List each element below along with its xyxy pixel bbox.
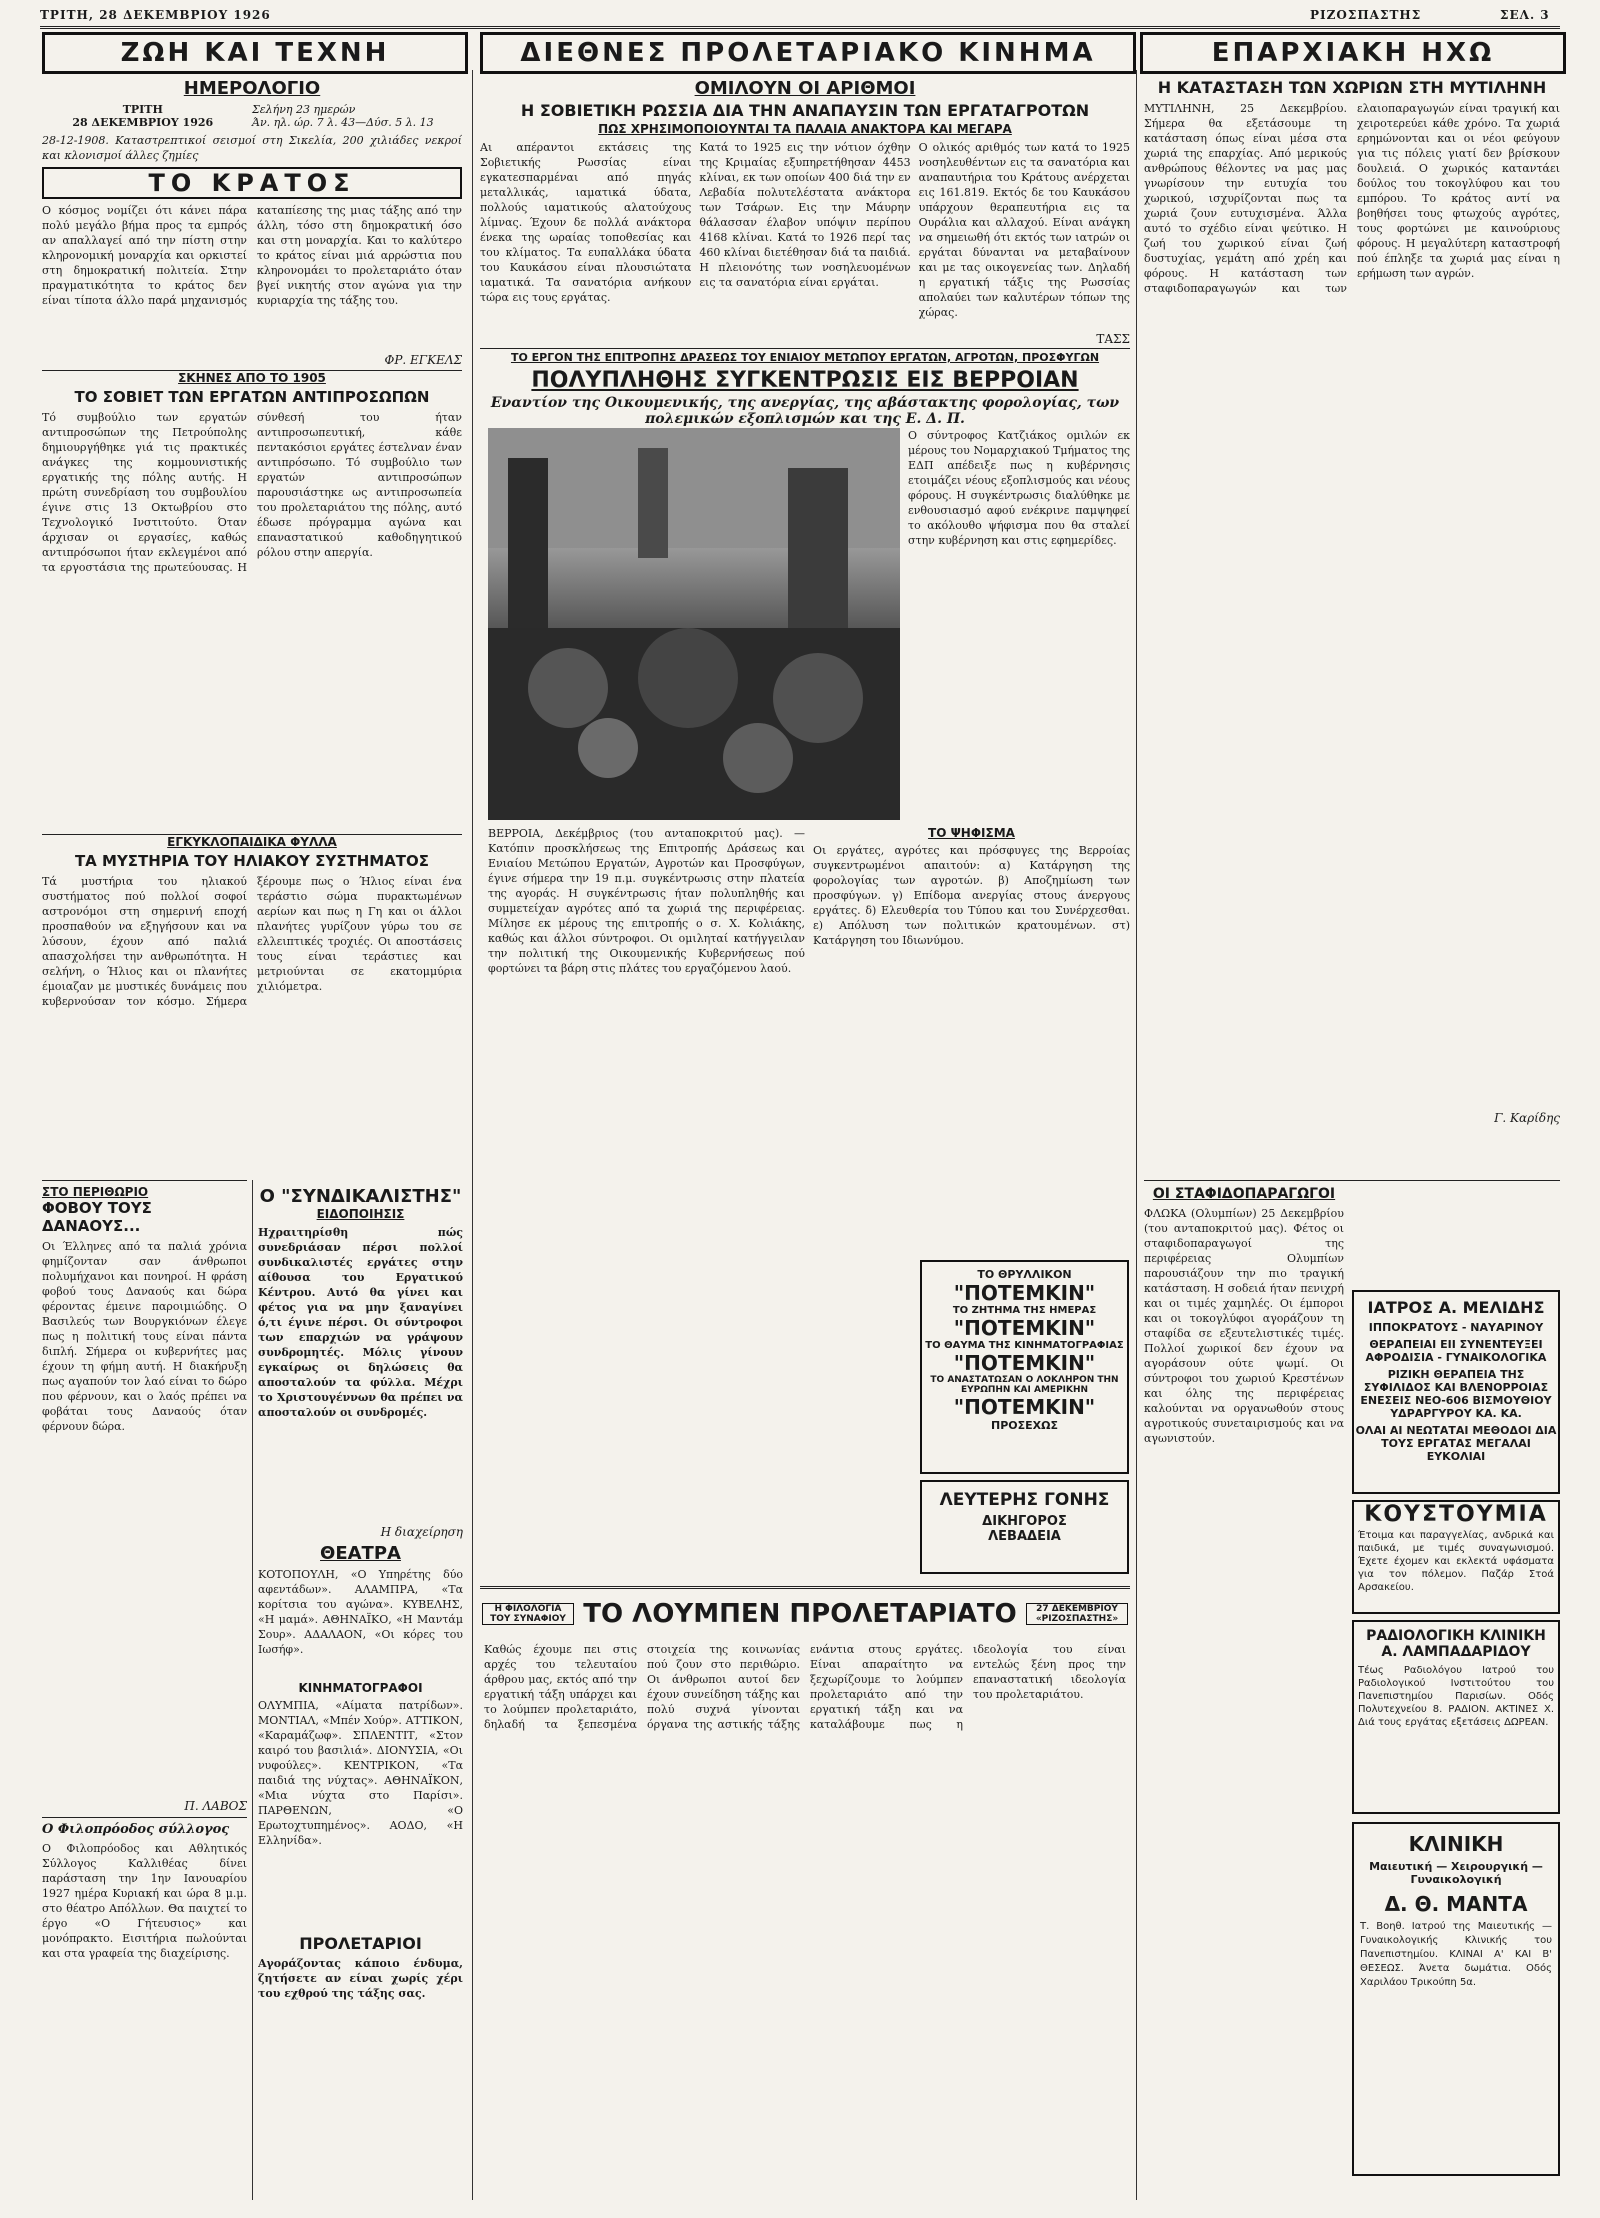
villages-article: ΜΥΤΙΛΗΝΗ, 25 Δεκεμβρίου. Σήμερα θα εξετάσουμε τη κατάσταση όπως είναι μέσα στα χωριά της επαρχίας. Από μερικούς ανθρώπους θέλοντες να μας μας γνωρίσουν την ευτυχία του χωρικού, ισχυρίζονται πως τα χωριά ζουν ευτυχισμένα. Άλλα αυτό το σχέδιο είναι ψεύτικο. Η ζωή του χωρικού είναι ζωή δυστυχίας, γεμάτη από χρέη και φόρους. Η κατάσταση των σταφιδοπαραγωγών και των ελαιοπαραγωγών είναι τραγική και χειροτερεύει κάθε χρόνο. Τα χωριά ερημώνονται και οι νέοι φεύγουν για τις πόλεις γιατί δεν βρίσκουν δουλειά. Ο χωρικός καταντάει δούλος του τοκογλύφου και του εμπόρου. Το κράτος αντί να βοηθήσει τους φτωχούς αγρότες, τους φορτώνει με καινούριους φόρους. Η μεγαλύτερη καταστροφή πού έπληξε τα χωριά μας είναι η ερήμωση των αγρών. bbox=[1144, 102, 1560, 295]
russia-title: Η ΣΟΒΙΕΤΙΚΗ ΡΩΣΣΙΑ ΔΙΑ ΤΗΝ ΑΝΑΠΑΥΣΙΝ ΤΩΝ ΕΡΓΑΤΑΓΡΟΤΩΝ bbox=[520, 101, 1090, 120]
cinemas-title: ΚΙΝΗΜΑΤΟΓΡΑΦΟΙ bbox=[298, 1681, 423, 1695]
raisin-title: ΟΙ ΣΤΑΦΙΔΟΠΑΡΑΓΩΓΟΙ bbox=[1152, 1186, 1336, 1202]
villages-title: Η ΚΑΤΑΣΤΑΣΗ ΤΩΝ ΧΩΡΙΩΝ ΣΤΗ ΜΥΤΙΛΗΝΗ bbox=[1157, 78, 1547, 97]
verria-text-2: Ο σύντροφος Κατζιάκος ομιλών εκ μέρους του Νομαρχιακού Τμήματος της ΕΔΠ απέδειξε πως η κυβέρνησις ετοιμάζει νέους εξοπλισμούς και νέους φόρους. Η συγκέντρωσις διαλύθηκε με ενθουσιασμό αφού ενέκρινε παμψηφεί το ακόλουθο ψήφισμα που θα σταλεί στην κυβέρνηση και στις εφημερίδες. bbox=[908, 429, 1130, 547]
vote-title: ΤΟ ΨΗΦΙΣΜΑ bbox=[928, 826, 1015, 840]
clinic-title: ΚΛΙΝΙΚΗ bbox=[1408, 1832, 1504, 1856]
scenes-label: ΣΚΗΝΕΣ ΑΠΟ ΤΟ 1905 bbox=[178, 371, 326, 385]
encyclo-label: ΕΓΚΥΚΛΟΠΑΙΔΙΚΑ ΦΥΛΛΑ bbox=[167, 835, 337, 849]
russia-signature: ΤΑΣΣ bbox=[1096, 332, 1130, 346]
calendar-sun: Άν. ηλ. ώρ. 7 λ. 43—Δύσ. 5 λ. 13 bbox=[252, 116, 434, 129]
state-signature: ΦΡ. ΕΓΚΕΛΣ bbox=[384, 353, 462, 367]
suits-text: Έτοιμα και παραγγελίας, ανδρικά και παιδικά, με τιμές συναγωνισμού. Έχετε έχομεν και εκλεκτά υφάσματα για τον πόλεμον. Παζάρ Στοά Αρσακείου. bbox=[1358, 1530, 1554, 1593]
page-number: ΣΕΛ. 3 bbox=[1500, 8, 1550, 22]
calendar-day: ΤΡΙΤΗ bbox=[122, 103, 163, 116]
russia-text-3: Ο ολικός αριθμός των κατά το 1925 νοσηλευθέντων εις τα σανατόρια και αναπαυτήρια του Κράτους ανέρχεται εις 161.819. Εκτός δε του Καυκάσου υπάρχουν θεραπευτήρια εις τα Ουράλια και αλλαχού. Είναι ανάγκη να σημειωθή ότι εκτός των ιατρών οι εργάται δύνανται να μεταβαίνουν και με τας οικογενείας των. Δηλαδή η εργατική τάξις της Ρωσσίας απολαύει των καλυτέρων τόπων της χώρας. bbox=[918, 141, 1130, 319]
lumpen-article: Καθώς έχουμε πει στις αρχές του τελευταίου άρθρου μας, εκτός από την εργατική τάξη υπάρχει και το λούμπεν προλεταριάτο, δηλαδή τα ξεπεσμένα στοιχεία της κοινωνίας πού ζουν στο περιθώριο. Οι άνθρωποι αυτοί δεν έχουν συνείδηση τάξης και πολύ συχνά γίνονται όργανα της αστικής τάξης ενάντια στους εργάτες. Είναι απαραίτητο να ξεχωρίζουμε το λούμπεν προλεταριάτο από την εργατική τάξη και να καταλάβουμε πως η ιδεολογία του είναι εντελώς ξένη προς την επαναστατική ιδεολογία του προλεταριάτου. bbox=[484, 1643, 1126, 1731]
syndicalist-title: Ο "ΣΥΝΔΙΚΑΛΙΣΤΗΣ" bbox=[259, 1186, 462, 1207]
russia-text-2: Κατά το 1925 εις την νότιον όχθην της Κριμαίας εξυπηρετήθησαν 4453 κλίναι, εκ των οποίων 400 διά την εν Λεβαδία πολυτελέστατα ανάκτορα των Τσάρων. Εις την Μάυρην θάλασσαν έλαβον υπόψιν περίπου 4168 κλίναι. Κατά το 1926 περί τας 460 κλίναι διετέθησαν διά τα παιδιά. Η πλειονότης των νοσηλευομένων εις τα σανατόρια είναι εργάται. bbox=[699, 141, 911, 289]
theatres-list: ΚΟΤΟΠΟΥΛΗ, «Ο Υπηρέτης δύο αφεντάδων». ΑΛΑΜΠΡΑ, «Τα κορίτσια του αγώνα». ΚΥΒΕΛΗΣ, «Η μαμά». ΑΘΗΝΑΪΚΟ, «Η Μαντάμ Σουρ». ΑΔΑΛΑΟΝ, «Οι κόρες του Ιωσήφ». bbox=[258, 1568, 463, 1656]
soviet-title: ΤΟ ΣΟΒΙΕΤ ΤΩΝ ΕΡΓΑΤΩΝ ΑΝΤΙΠΡΟΣΩΠΩΝ bbox=[74, 388, 430, 406]
state-title: ΤΟ ΚΡΑΤΟΣ bbox=[148, 169, 356, 197]
potemkin-line-5: ΤΟ ΘΑΥΜΑ ΤΗΣ ΚΙΝΗΜΑΤΟΓΡΑΦΙΑΣ bbox=[925, 1340, 1124, 1351]
philo-title: Ο Φιλοπρόοδος σύλλογος bbox=[42, 1822, 230, 1837]
calendar-event: 28-12-1908. Καταστρεπτικοί σεισμοί στη Σικελία, 200 χιλιάδες νεκροί και κλονισμοί άλλες ζημίες bbox=[42, 134, 462, 162]
potemkin-line-2: "ΠΟΤΕΜΚΙΝ" bbox=[953, 1281, 1096, 1305]
margin-column bbox=[42, 1180, 247, 2201]
philo-article: Ο Φιλοπρόοδος και Αθλητικός Σύλλογος Καλλιθέας δίνει παράσταση την 1ην Ιανουαρίου 1927 ημέρα Κυριακή και ώρα 8 μ.μ. στο θέατρο Απόλλων. Θα παιχτεί το έργο «Ο Γήτευσιος» και μονόπρακτο. Εισιτήρια πωλούνται και στα γραφεία της διαχείρισης. bbox=[42, 1842, 247, 1960]
melidis-name: ΙΑΤΡΟΣ Α. ΜΕΛΙΔΗΣ bbox=[1367, 1298, 1545, 1317]
solar-title: ΤΑ ΜΥΣΤΗΡΙΑ ΤΟΥ ΗΛΙΑΚΟΥ ΣΥΣΤΗΜΑΤΟΣ bbox=[74, 852, 430, 870]
suits-ad bbox=[1352, 1500, 1560, 1614]
melidis-services: ΘΕΡΑΠΕΙΑΙ ΕΙΙ ΣΥΝΕΝΤΕΥΞΕΙ ΑΦΡΟΔΙΣΙΑ - ΓΥΝΑΙΚΟΛΟΓΙΚΑ bbox=[1365, 1338, 1547, 1364]
lawyer-name: ΛΕΥΤΕΡΗΣ ΓΟΝΗΣ bbox=[939, 1490, 1110, 1510]
doctor-melidis-ad bbox=[1352, 1290, 1560, 1494]
notices-column bbox=[258, 1180, 463, 2200]
potemkin-line-4: "ΠΟΤΕΜΚΙΝ" bbox=[953, 1316, 1096, 1340]
clinic-text: Τ. Βοηθ. Ιατρού της Μαιευτικής — Γυναικολογικής Κλινικής του Πανεπιστημίου. ΚΛΙΝΑΙ Α' ΚΑΙ Β' ΘΕΣΕΩΣ. Άνετα δωμάτια. Οδός Χαριλάου Τρικούπη 5α. bbox=[1360, 1921, 1552, 1988]
lumpen-title: ΤΟ ΛΟΥΜΠΕΝ ΠΡΟΛΕΤΑΡΙΑΤΟ bbox=[583, 1599, 1017, 1629]
danaos-signature: Π. ΛΑΒΟΣ bbox=[184, 1799, 247, 1813]
soviet-article: Τό συμβούλιο των εργατών αντιπροσώπων της Πετρούπολης δημιουργήθηκε γιά τις πρακτικές ανάγκες της κομμουνιστικής εργατικής της πόλης αυτής. Η πρώτη συνεδρίαση του συμβουλίου έγινε στις 13 Οκτωβρίου στο Τεχνολογικό Ινστιτούτο. Όταν άρχισαν οι εργασίες, καθώς αντιπρόσωποι ήταν εκλεγμένοι από τα εργοστάσια της πρωτεύουσας. Η σύνθεσή του ήταν αντιπροσωπευτική, κάθε πεντακόσιοι εργάτες έστελναν έναν αντιπρόσωπο. Τό συμβούλιο των εργατών αντιπροσώπων παρουσιάστηκε ως αντιπροσωπεία του προλεταριάτου της πόλης, αυτό έδωσε πρόγραμμα αγώνα και επαναστατικού καθοδηγητικού ρόλου στην απεργία. bbox=[42, 411, 462, 574]
verria-subtitle: Εναντίον της Οικουμενικής, της ανεργίας, της αβάστακτης φορολογίας, των πολεμικών εξοπλισμών και της Ε. Δ. Π. bbox=[490, 395, 1120, 427]
lawyer-ad bbox=[920, 1480, 1129, 1574]
melidis-address: ΙΠΠΟΚΡΑΤΟΥΣ - ΝΑΥΑΡΙΝΟΥ bbox=[1368, 1321, 1544, 1334]
lumpen-date: 27 ΔΕΚΕΜΒΡΙΟΥ «ΡΙΖΟΣΠΑΣΤΗΣ» bbox=[1026, 1603, 1128, 1625]
verria-title: ΠΟΛΥΠΛΗΘΗΣ ΣΥΓΚΕΝΤΡΩΣΙΣ ΕΙΣ ΒΕΡΡΟΙΑΝ bbox=[531, 368, 1079, 393]
committee-label: ΤΟ ΕΡΓΟΝ ΤΗΣ ΕΠΙΤΡΟΠΗΣ ΔΡΑΣΕΩΣ ΤΟΥ ΕΝΙΑΙΟΥ ΜΕΤΩΠΟΥ ΕΡΓΑΤΩΝ, ΑΓΡΟΤΩΝ, ΠΡΟΣΦΥΓΩΝ bbox=[510, 351, 1100, 364]
calendar-date: 28 ΔΕΚΕΜΒΡΙΟΥ 1926 bbox=[72, 116, 214, 129]
verria-text-1: ΒΕΡΡΟΙΑ, Δεκέμβριος (του ανταποκριτού μας). — Κατόπιν προσκλήσεως της Επιτροπής Δράσεως και Ενιαίου Μετώπου Εργατών, Αγροτών και Προσφύγων, έγινε σήμερα την 19 π.μ. συγκέντρωσις στην πλατεία της αγοράς. Η συγκέντρωσις ήταν πολυπληθής και συμμετείχαν αγρότες από τα χωριά της περιφέρειας. Μίλησε εκ μέρους της επιτροπής ο σ. Χ. Κολιάκης, καθώς και άλλοι σύντροφοι. Οι ομιληταί κατήγγειλαν την πολιτική της Οικουμενικής Κυβερνήσεως πού φορτώνει τα βάρη στις πλάτες του εργαζόμενου λαού. bbox=[488, 827, 805, 975]
melidis-treatments: ΡΙΖΙΚΗ ΘΕΡΑΠΕΙΑ ΤΗΣ ΣΥΦΙΛΙΔΟΣ ΚΑΙ ΒΛΕΝΟΡΡΟΙΑΣ ΕΝΕΣΕΙΣ ΝΕΟ-606 ΒΙΣΜΟΥΘΙΟΥ ΥΔΡΑΡΓΥΡΟΥ ΚΑ. ΚΑ. bbox=[1360, 1368, 1552, 1420]
state-article: Ο κόσμος νομίζει ότι κάνει πάρα πολύ μεγάλο βήμα προς τα εμπρός αν απαλλαγεί από την πίστη στην κληρονομική μοναρχία και ορκιστεί στη δημοκρατική πολιτεία. Στην πραγματικότητα το κράτος δεν είναι τίποτα άλλο παρά μηχανισμός καταπίεσης της μιας τάξης από την άλλη, τόσο στη δημοκρατική όσο και στη μοναρχία. Και το καλύτερο το κράτος είναι μιά αρρώστια που κληρονομάει το προλεταριάτο όταν βγεί νικητής στον αγώνα για την κυριαρχία της τάξης του. bbox=[42, 204, 462, 307]
potemkin-line-6: "ΠΟΤΕΜΚΙΝ" bbox=[953, 1351, 1096, 1375]
potemkin-line-3: ΤΟ ΖΗΤΗΜΑ ΤΗΣ ΗΜΕΡΑΣ bbox=[952, 1305, 1097, 1316]
verria-text-3: Οι εργάτες, αγρότες και πρόσφυγες της Βερροίας συγκεντρωμένοι απαιτούν: α) Κατάργηση της φορολογίας των αγροτών. β) Αποζημίωση των προσφύγων. γ) Επίδομα ανεργίας στους άνεργους εργάτες. δ) Ελευθερία του Τύπου και του Συνέρχεσθαι. ε) Απόλυση των πολιτικών κρατουμένων. στ) Κατάργηση του Ιδιωνύμου. bbox=[813, 844, 1130, 947]
potemkin-ad bbox=[920, 1260, 1129, 1474]
potemkin-line-1: ΤΟ ΘΡΥΛΛΙΚΟΝ bbox=[977, 1268, 1072, 1281]
paper-name: ΡΙΖΟΣΠΑΣΤΗΣ bbox=[1310, 8, 1422, 22]
clinic-ad bbox=[1352, 1822, 1560, 2176]
russia-text-1: Αι απέραντοι εκτάσεις της Σοβιετικής Ρωσσίας είναι εγκατεσπαρμέναι από πηγάς μεταλλικάς, ιαματικά ύδατα, πολλούς ιαματικούς αλατούχους λίμνας. Έχουν δε πολλά ανάκτορα ένεκα της ωραίας τοποθεσίας και του κλίματος. Τα ευπαλλάκα ύδατα του Καυκάσου είναι πλουσιώτατα ιαματικά. Τα σανατόρια ανήκουν τώρα εις τους εργάτας. bbox=[480, 141, 692, 304]
theatres-title: ΘΕΑΤΡΑ bbox=[320, 1543, 401, 1564]
margin-label: ΣΤΟ ΠΕΡΙΘΩΡΙΟ bbox=[42, 1185, 149, 1199]
cinemas-list: ΟΛΥΜΠΙΑ, «Αίματα πατρίδων». ΜΟΝΤΙΑΛ, «Μπέν Χούρ». ΑΤΤΙΚΟΝ, «Καραμάζωφ». ΣΠΛΕΝΤΙΤ, «Στον καιρό του βασιλιά». ΔΙΟΝΥΣΙΑ, «Οι νυφούλες». ΚΕΝΤΡΙΚΟΝ, «Τα παιδιά της νύχτας». ΑΘΗΝΑΪΚΟΝ, «Μια νύχτα στο Παρίσι». ΠΑΡΘΕΝΩΝ, «Ο Ερωτοχτυπημένος». ΑΟΔΟ, «Η Ελληνίδα». bbox=[258, 1699, 463, 1847]
solar-article: Τά μυστήρια του ηλιακού συστήματος πού πολλοί σοφοί αστρονόμοι στη σημερινή εποχή προσπαθούν να εξηγήσουν και να λύσουν, έχουν από παλιά απασχολήσει την ανθρωπότητα. Η σελήνη, ο Ήλιος και οι πλανήτες έμοιαζαν με μυστικές δυνάμεις που κυβερνούσαν τον κόσμο. Σήμερα ξέρουμε πως ο Ήλιος είναι ένα τεράστιο σώμα πυρακτωμένων αερίων και πως η Γη και οι άλλοι πλανήτες γυρίζουν γύρω του σε ελλειπτικές τροχιές. Οι αποστάσεις τους είναι τεράστιες και μετριούνται σε εκατομμύρια χιλιόμετρα. bbox=[42, 875, 462, 1008]
potemkin-line-8: "ΠΟΤΕΜΚΙΝ" bbox=[953, 1395, 1096, 1419]
calendar-moon: Σελήνη 23 ημερών bbox=[252, 103, 356, 116]
clinic-specialties: Μαιευτική — Χειρουργική — Γυναικολογική bbox=[1369, 1860, 1543, 1886]
proletarians-note: Αγοράζοντας κάποιο ένδυμα, ζητήσετε αν είναι χωρίς χέρι του εχθρού της τάξης σας. bbox=[258, 1957, 463, 2000]
calendar-title: ΗΜΕΡΟΛΟΓΙΟ bbox=[183, 78, 321, 99]
potemkin-line-7: ΤΟ ΑΝΑΣΤΑΤΩΣΑΝ Ο ΛΟΚΛΗΡΟΝ ΤΗΝ ΕΥΡΩΠΗΝ ΚΑΙ ΑΜΕΡΙΚΗΝ bbox=[930, 1375, 1119, 1395]
potemkin-line-9: ΠΡΟΣΕΧΩΣ bbox=[991, 1419, 1058, 1432]
radiology-ad bbox=[1352, 1620, 1560, 1814]
section-header-life-art: ΖΩΗ ΚΑΙ ΤΕΧΝΗ bbox=[42, 32, 468, 74]
verria-body bbox=[488, 826, 1130, 1296]
lawyer-job: ΔΙΚΗΓΟΡΟΣ bbox=[982, 1514, 1067, 1529]
rally-photo-image bbox=[488, 428, 900, 820]
villages-signature: Γ. Καρίδης bbox=[1494, 1111, 1560, 1125]
issue-date: ΤΡΙΤΗ, 28 ΔΕΚΕΜΒΡΙΟΥ 1926 bbox=[40, 8, 271, 22]
numbers-title: ΟΜΙΛΟΥΝ ΟΙ ΑΡΙΘΜΟΙ bbox=[694, 78, 916, 99]
syndicalist-article: Ηχραιτηρίσθη πώς συνεδριάσαν πέρσι πολλοί συνδικαλιστές εργάτες στην αίθουσα του Εργατικού Κέντρου. Αυτό θα γίνει και φέτος για να μην ξαναγίνει ό,τι έγινε πέρσι. Οι σύντροφοι των επαρχιών να γράψουν συνδρομητές. Μόλις γίνουν εγκαίρως οι δηλώσεις θα αποσταλούν τα φύλλα. Μέχρι το Χριστουγέννων θα πρέπει να αποσταλούν οι συνδρομές. bbox=[258, 1226, 463, 1419]
verria-side-text bbox=[908, 428, 1130, 820]
suits-title: ΚΟΥΣΤΟΥΜΙΑ bbox=[1364, 1502, 1548, 1527]
syndicalist-signature: Η διαχείρηση bbox=[380, 1525, 463, 1539]
danaos-title: ΦΟΒΟΥ ΤΟΥΣ ΔΑΝΑΟΥΣ... bbox=[42, 1199, 152, 1235]
section-header-province: ΕΠΑΡΧΙΑΚΗ ΗΧΩ bbox=[1140, 32, 1566, 74]
clinic-doctor: Δ. Θ. ΜΑΝΤΑ bbox=[1384, 1892, 1528, 1916]
syndicalist-sub: ΕΙΔΟΠΟΙΗΣΙΣ bbox=[316, 1207, 405, 1221]
lumpen-header bbox=[482, 1594, 1128, 1634]
raisin-column bbox=[1144, 1186, 1344, 2196]
radiology-title: ΡΑΔΙΟΛΟΓΙΚΗ ΚΛΙΝΙΚΗ bbox=[1366, 1628, 1546, 1644]
danaos-article: Οι Έλληνες από τα παλιά χρόνια φημίζονταν σαν άνθρωποι πολυμήχανοι και πονηροί. Η φράση φοβού τους Δαναούς και δώρα φέροντας έμεινε παροιμιώδης. Ο Βασιλεύς των Βουργκιόνων έλεγε πως η πολιτική τους είναι πάντα διπλή. Σήμερα οι κυβερνήτες μας έχουν τη φήμη αυτή. Η διακήρυξη πως αγαπούν τον λαό είναι το δώρο που φέρνουν, και ο λαός πρέπει να φοβάται τους Δαναούς όταν φέρνουν δώρα. bbox=[42, 1240, 247, 1433]
melidis-methods: ΟΛΑΙ ΑΙ ΝΕΩΤΑΤΑΙ ΜΕΘΟΔΟΙ ΔΙΑ ΤΟΥΣ ΕΡΓΑΤΑΣ ΜΕΓΑΛΑΙ ΕΥΚΟΛΙΑΙ bbox=[1355, 1424, 1557, 1463]
lumpen-tag: Η ΦΙΛΟΛΟΓΙΑ ΤΟΥ ΣΥΝΑΦΙΟΥ bbox=[482, 1603, 574, 1625]
proletarians-title: ΠΡΟΛΕΤΑΡΙΟΙ bbox=[299, 1934, 422, 1953]
rally-photo bbox=[488, 428, 900, 820]
radiology-doctor: Α. ΛΑΜΠΑΔΑΡΙΔΟΥ bbox=[1381, 1644, 1531, 1660]
russia-subtitle: ΠΩΣ ΧΡΗΣΙΜΟΠΟΙΟΥΝΤΑΙ ΤΑ ΠΑΛΑΙΑ ΑΝΑΚΤΟΡΑ ΚΑΙ ΜΕΓΑΡΑ bbox=[598, 122, 1012, 136]
lawyer-city: ΛΕΒΑΔΕΙΑ bbox=[988, 1529, 1061, 1544]
section-header-intl: ΔΙΕΘΝΕΣ ΠΡΟΛΕΤΑΡΙΑΚΟ ΚΙΝΗΜΑ bbox=[480, 32, 1136, 74]
raisin-article: ΦΛΩΚΑ (Ολυμπίων) 25 Δεκεμβρίου (του ανταποκριτού μας). Φέτος οι σταφιδοπαραγωγοί της περιφέρειας Ολυμπίων παρουσιάζουν την πιο τραγική κατάσταση. Η σοδειά ήταν πενιχρή και οι τιμές χαμηλές. Οι έμποροι και οι τοκογλύφοι αγοράζουν τη σταφίδα σε εξευτελιστικές τιμές. Πολλοί χωρικοί δεν έχουν να αγοράσουν ούτε ψωμί. Οι σύντροφοι του χωριού Κρεστένων και όλης της περιφέρειας καλούνται να οργανωθούν στους αγροτικούς συνεταιρισμούς και να αγωνιστούν. bbox=[1144, 1207, 1344, 1445]
radiology-text: Τέως Ραδιολόγου Ιατρού του Ραδιολογικού Ινστιτούτου του Πανεπιστημίου Παρισίων. Οδός Πολυτεχνείου 8. ΡΑΔΙΟΝ. ΑΚΤΙΝΕΣ Χ. Διά τους εργάτας εξετάσεις ΔΩΡΕΑΝ. bbox=[1358, 1665, 1554, 1728]
